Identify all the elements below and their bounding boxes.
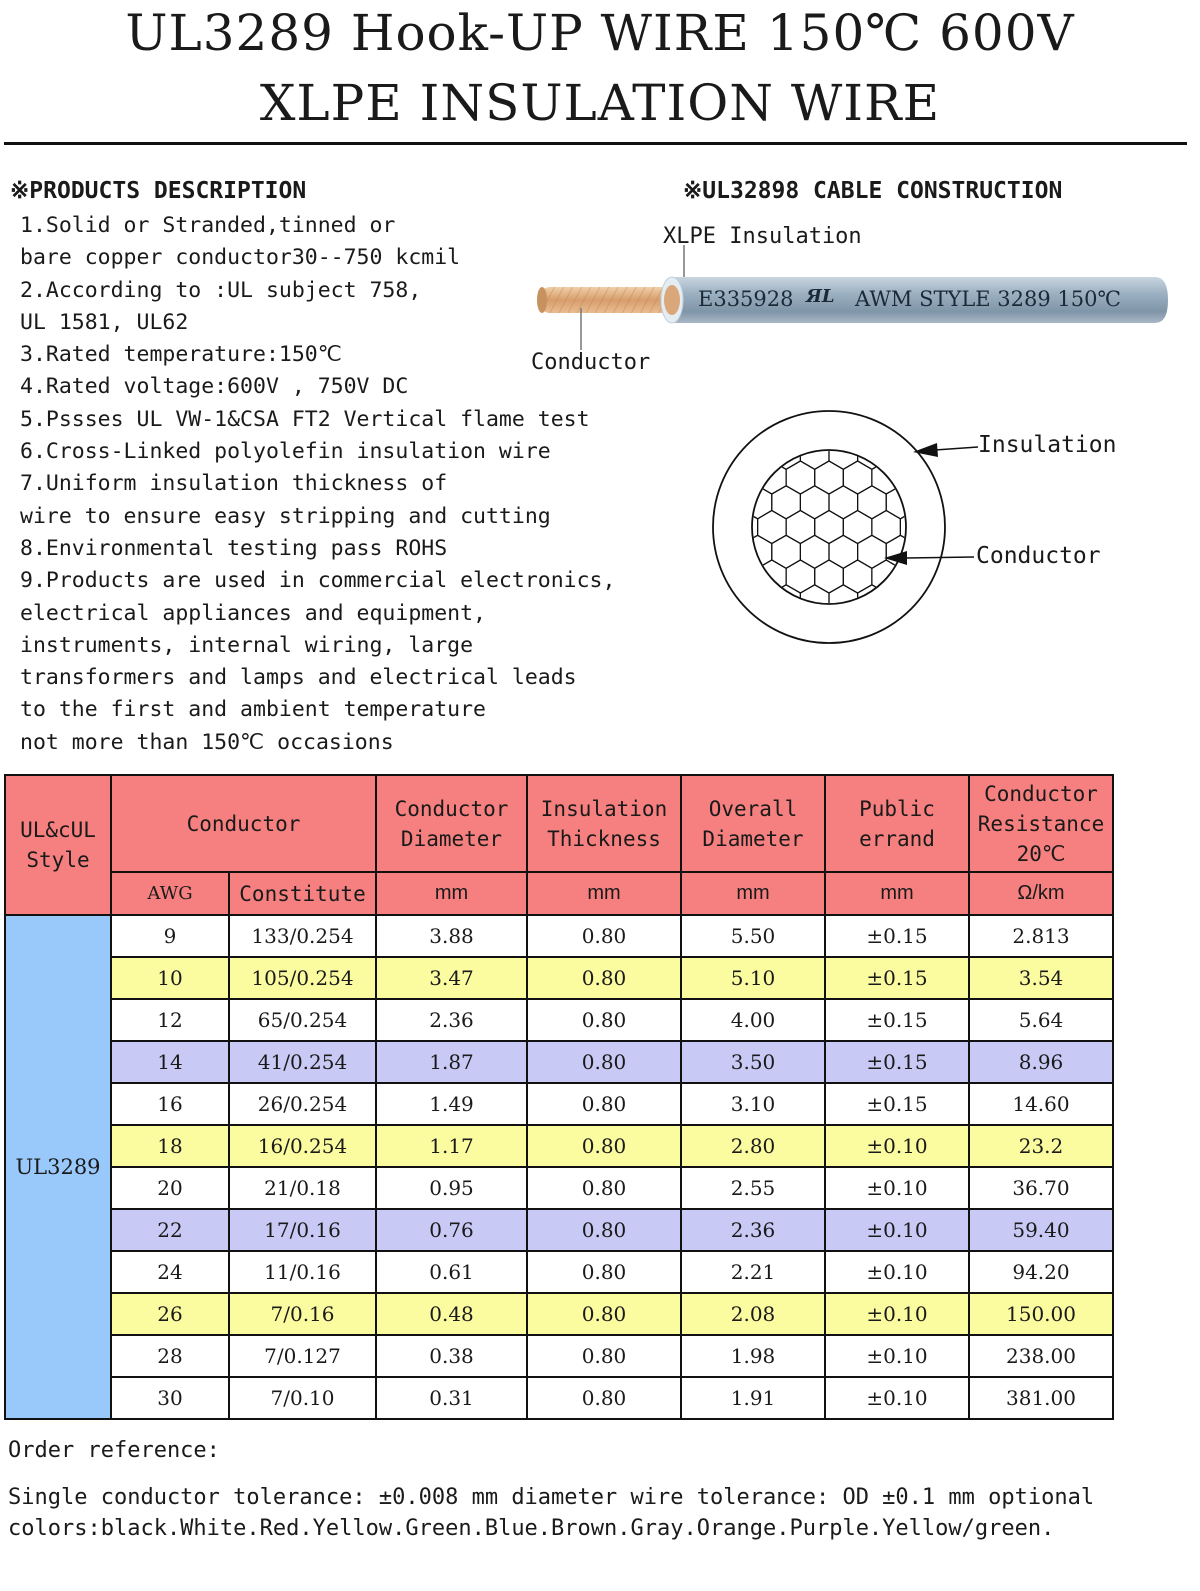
strand-hex <box>900 659 929 692</box>
xlpe-insulation-label: XLPE Insulation <box>663 224 862 249</box>
cell-awg: 9 <box>111 915 229 957</box>
cell-constitute: 11/0.16 <box>229 1251 376 1293</box>
strand-hex <box>815 659 844 692</box>
unit-insulation-thickness: mm <box>527 872 681 915</box>
cell-constitute: 7/0.127 <box>229 1335 376 1377</box>
strand-hex <box>972 387 1001 420</box>
strand-hex <box>700 412 729 445</box>
cell-ins-thickness: 0.80 <box>527 1083 681 1125</box>
cell-ins-thickness: 0.80 <box>527 1335 681 1377</box>
cell-resistance: 3.54 <box>969 957 1113 999</box>
cell-constitute: 7/0.16 <box>229 1293 376 1335</box>
header-conductor: Conductor <box>111 775 376 872</box>
strand-hex <box>1001 486 1030 519</box>
cell-resistance: 23.2 <box>969 1125 1113 1167</box>
strand-hex <box>758 659 787 692</box>
strand-hex <box>943 486 972 519</box>
cell-ins-thickness: 0.80 <box>527 1251 681 1293</box>
cell-ins-thickness: 0.80 <box>527 915 681 957</box>
strand-hex <box>658 436 687 469</box>
cell-awg: 18 <box>111 1125 229 1167</box>
cell-public: ±0.10 <box>825 1251 969 1293</box>
strand-hex <box>715 634 744 667</box>
products-description-heading: ※PRODUCTS DESCRIPTION <box>10 178 307 204</box>
cell-constitute: 16/0.254 <box>229 1125 376 1167</box>
cell-overall: 1.91 <box>681 1377 825 1419</box>
strand-hex <box>786 659 815 692</box>
description-line: 5.Pssses UL VW-1&CSA FT2 Vertical flame test <box>20 406 590 432</box>
cell-overall: 1.98 <box>681 1335 825 1377</box>
description-line: instruments, internal wiring, large <box>20 632 474 658</box>
cell-overall: 2.08 <box>681 1293 825 1335</box>
description-line: 6.Cross-Linked polyolefin insulation wire <box>20 439 551 465</box>
spec-table <box>4 774 1114 1420</box>
strand-hex <box>686 535 715 568</box>
cell-constitute: 41/0.254 <box>229 1041 376 1083</box>
cell-ins-thickness: 0.80 <box>527 1167 681 1209</box>
cell-cond-diameter: 0.38 <box>376 1335 527 1377</box>
strand-hex <box>643 560 672 593</box>
description-line: bare copper conductor30--750 kcmil <box>20 245 461 271</box>
strand-hex <box>900 362 929 395</box>
header-overall-diameter: Overall Diameter <box>681 775 825 872</box>
strand-hex <box>986 659 1015 692</box>
description-line: 2.According to :UL subject 758, <box>20 277 422 303</box>
description-line: wire to ensure easy stripping and cutting <box>20 503 551 529</box>
strand-hex <box>958 610 987 643</box>
strand-hex <box>643 659 672 692</box>
table-row <box>5 957 1113 999</box>
strand-hex <box>643 412 672 445</box>
table-row <box>5 915 1113 957</box>
cell-awg: 20 <box>111 1167 229 1209</box>
strand-hex <box>843 362 872 395</box>
page-subtitle: XLPE INSULATION WIRE <box>259 74 941 132</box>
unit-constitute: Constitute <box>229 872 376 915</box>
cell-ins-thickness: 0.80 <box>527 1125 681 1167</box>
description-line: 1.Solid or Stranded,tinned or <box>20 213 396 238</box>
style-cell: UL3289 <box>5 915 111 1419</box>
cell-resistance: 5.64 <box>969 999 1113 1041</box>
strand-hex <box>672 560 701 593</box>
table-row <box>5 1209 1113 1251</box>
unit-resistance: Ω/km <box>969 872 1113 915</box>
ul-mark-icon: ЯL <box>806 286 835 307</box>
strand-hex <box>1001 634 1030 667</box>
strand-hex <box>943 585 972 618</box>
strand-hex <box>958 461 987 494</box>
cell-resistance: 36.70 <box>969 1167 1113 1209</box>
cell-overall: 2.21 <box>681 1251 825 1293</box>
strand-hex <box>886 387 915 420</box>
strand-hex <box>686 387 715 420</box>
strand-hex <box>986 511 1015 544</box>
strand-hex <box>915 387 944 420</box>
table-row <box>5 1335 1113 1377</box>
cell-ins-thickness: 0.80 <box>527 957 681 999</box>
cell-awg: 26 <box>111 1293 229 1335</box>
cell-public: ±0.10 <box>825 1209 969 1251</box>
strand-hex <box>929 412 958 445</box>
strand-hex <box>815 362 844 395</box>
cell-awg: 14 <box>111 1041 229 1083</box>
strand-hex <box>986 610 1015 643</box>
page-title: UL3289 Hook-UP WIRE 150℃ 600V <box>125 4 1075 62</box>
table-row <box>5 1377 1113 1419</box>
strand-hex <box>972 634 1001 667</box>
unit-overall-diameter: mm <box>681 872 825 915</box>
strand-hex <box>700 362 729 395</box>
table-row <box>5 1167 1113 1209</box>
strand-hex <box>929 610 958 643</box>
cell-resistance: 59.40 <box>969 1209 1113 1251</box>
cell-cond-diameter: 0.95 <box>376 1167 527 1209</box>
cell-public: ±0.10 <box>825 1125 969 1167</box>
cell-ins-thickness: 0.80 <box>527 1209 681 1251</box>
strand-hex <box>858 634 887 667</box>
strand-hex <box>686 486 715 519</box>
header-style: UL&cUL Style <box>5 775 111 915</box>
strand-hex <box>643 511 672 544</box>
cell-resistance: 2.813 <box>969 915 1113 957</box>
description-line: UL 1581, UL62 <box>20 309 189 335</box>
strand-hex <box>986 362 1015 395</box>
cell-resistance: 238.00 <box>969 1335 1113 1377</box>
cell-ins-thickness: 0.80 <box>527 1293 681 1335</box>
strand-hex <box>958 511 987 544</box>
strand-hex <box>729 659 758 692</box>
cell-overall: 4.00 <box>681 999 825 1041</box>
strand-hex <box>929 659 958 692</box>
description-line: electrical appliances and equipment, <box>20 600 486 626</box>
strand-hex <box>743 387 772 420</box>
strand-hex <box>672 412 701 445</box>
header-public-errand: Public errand <box>825 775 969 872</box>
cell-awg: 30 <box>111 1377 229 1419</box>
cell-constitute: 65/0.254 <box>229 999 376 1041</box>
description-line: transformers and lamps and electrical leads <box>20 665 577 691</box>
description-line: 9.Products are used in commercial electronics, <box>20 568 616 594</box>
insulation-label: Insulation <box>978 432 1117 458</box>
strand-hex <box>972 486 1001 519</box>
cell-public: ±0.10 <box>825 1167 969 1209</box>
cell-cond-diameter: 0.48 <box>376 1293 527 1335</box>
cell-public: ±0.10 <box>825 1293 969 1335</box>
strand-hex <box>658 585 687 618</box>
cell-constitute: 7/0.10 <box>229 1377 376 1419</box>
cell-overall: 2.80 <box>681 1125 825 1167</box>
strand-hex <box>758 362 787 395</box>
order-colors-line: colors:black.White.Red.Yellow.Green.Blue.Brown.Gray.Orange.Purple.Yellow/green. <box>8 1516 1055 1541</box>
cell-resistance: 94.20 <box>969 1251 1113 1293</box>
description-line: 3.Rated temperature:150℃ <box>20 342 342 368</box>
strand-hex <box>686 634 715 667</box>
table-row <box>5 1293 1113 1335</box>
description-line: 4.Rated voltage:600V , 750V DC <box>20 374 409 400</box>
cell-overall: 2.36 <box>681 1209 825 1251</box>
cell-awg: 28 <box>111 1335 229 1377</box>
cell-constitute: 133/0.254 <box>229 915 376 957</box>
cell-resistance: 381.00 <box>969 1377 1113 1419</box>
strand-hex <box>672 511 701 544</box>
unit-public-errand: mm <box>825 872 969 915</box>
cell-overall: 5.50 <box>681 915 825 957</box>
cell-awg: 24 <box>111 1251 229 1293</box>
conductor-label: Conductor <box>531 350 651 375</box>
strand-hex <box>729 362 758 395</box>
strand-hex <box>772 634 801 667</box>
table-row <box>5 1041 1113 1083</box>
cell-public: ±0.15 <box>825 1041 969 1083</box>
conductor-core <box>752 450 906 604</box>
header-conductor-diameter: Conductor Diameter <box>376 775 527 872</box>
unit-awg: AWG <box>111 872 229 915</box>
cell-cond-diameter: 3.88 <box>376 915 527 957</box>
cable-construction-illustration <box>0 0 1200 770</box>
cell-resistance: 14.60 <box>969 1083 1113 1125</box>
cell-constitute: 26/0.254 <box>229 1083 376 1125</box>
order-tolerance-line: Single conductor tolerance: ±0.008 mm diameter wire tolerance: OD ±0.1 mm optional <box>8 1485 1095 1510</box>
strand-hex <box>715 387 744 420</box>
cell-overall: 5.10 <box>681 957 825 999</box>
cell-cond-diameter: 0.31 <box>376 1377 527 1419</box>
cell-overall: 3.50 <box>681 1041 825 1083</box>
strand-hex <box>843 659 872 692</box>
cell-cond-diameter: 1.49 <box>376 1083 527 1125</box>
strand-hex <box>643 610 672 643</box>
unit-conductor-diameter: mm <box>376 872 527 915</box>
cell-awg: 12 <box>111 999 229 1041</box>
cell-resistance: 8.96 <box>969 1041 1113 1083</box>
jacket-print-text: AWM STYLE 3289 150℃ <box>855 287 1121 311</box>
strand-hex <box>943 387 972 420</box>
strand-hex <box>700 659 729 692</box>
strand-hex <box>929 362 958 395</box>
cell-ins-thickness: 0.80 <box>527 1041 681 1083</box>
strand-hex <box>658 535 687 568</box>
cell-constitute: 21/0.18 <box>229 1167 376 1209</box>
description-line: not more than 150℃ occasions <box>20 729 394 755</box>
strand-hex <box>972 585 1001 618</box>
cell-public: ±0.15 <box>825 957 969 999</box>
strand-hex <box>872 362 901 395</box>
strand-hex <box>943 436 972 469</box>
strand-hex <box>915 634 944 667</box>
strand-hex <box>672 461 701 494</box>
cell-public: ±0.10 <box>825 1377 969 1419</box>
cell-cond-diameter: 1.17 <box>376 1125 527 1167</box>
strand-hex <box>943 634 972 667</box>
strand-hex <box>986 461 1015 494</box>
cell-public: ±0.15 <box>825 915 969 957</box>
table-row <box>5 999 1113 1041</box>
cell-resistance: 150.00 <box>969 1293 1113 1335</box>
cell-cond-diameter: 3.47 <box>376 957 527 999</box>
strand-hex <box>643 461 672 494</box>
cell-cond-diameter: 0.61 <box>376 1251 527 1293</box>
cross-section-conductor-label: Conductor <box>976 543 1101 569</box>
strand-hex <box>786 362 815 395</box>
jacket-print-code: E335928 <box>698 287 794 311</box>
strand-hex <box>686 436 715 469</box>
strand-hex <box>658 486 687 519</box>
strand-hex <box>1001 387 1030 420</box>
cell-ins-thickness: 0.80 <box>527 999 681 1041</box>
strand-hex <box>672 362 701 395</box>
strand-hex <box>1001 585 1030 618</box>
cell-overall: 2.55 <box>681 1167 825 1209</box>
cell-awg: 16 <box>111 1083 229 1125</box>
strand-hex <box>943 535 972 568</box>
description-line: to the first and ambient temperature <box>20 697 486 723</box>
strand-hex <box>658 634 687 667</box>
cell-overall: 3.10 <box>681 1083 825 1125</box>
description-line: 7.Uniform insulation thickness of <box>20 471 448 497</box>
cell-awg: 22 <box>111 1209 229 1251</box>
table-row <box>5 1251 1113 1293</box>
cell-public: ±0.10 <box>825 1335 969 1377</box>
cell-cond-diameter: 2.36 <box>376 999 527 1041</box>
cell-constitute: 105/0.254 <box>229 957 376 999</box>
strand-hex <box>872 659 901 692</box>
cell-constitute: 17/0.16 <box>229 1209 376 1251</box>
table-row <box>5 1083 1113 1125</box>
strand-hex <box>686 585 715 618</box>
wire-cross-section <box>643 362 1029 692</box>
strand-hex <box>886 634 915 667</box>
cell-cond-diameter: 0.76 <box>376 1209 527 1251</box>
order-reference-heading: Order reference: <box>8 1438 220 1463</box>
cell-cond-diameter: 1.87 <box>376 1041 527 1083</box>
strand-hex <box>700 610 729 643</box>
cell-ins-thickness: 0.80 <box>527 1377 681 1419</box>
cable-construction-heading: ※UL32898 CABLE CONSTRUCTION <box>683 178 1063 204</box>
strand-hex <box>672 610 701 643</box>
strand-hex <box>958 659 987 692</box>
header-conductor-resistance: Conductor Resistance 20℃ <box>969 775 1113 872</box>
strand-hex <box>958 362 987 395</box>
header-insulation-thickness: Insulation Thickness <box>527 775 681 872</box>
cell-awg: 10 <box>111 957 229 999</box>
strand-hex <box>672 659 701 692</box>
strand-hex <box>743 634 772 667</box>
strand-hex <box>658 387 687 420</box>
cell-public: ±0.15 <box>825 1083 969 1125</box>
description-line: 8.Environmental testing pass ROHS <box>20 535 448 561</box>
cell-public: ±0.15 <box>825 999 969 1041</box>
table-row <box>5 1125 1113 1167</box>
